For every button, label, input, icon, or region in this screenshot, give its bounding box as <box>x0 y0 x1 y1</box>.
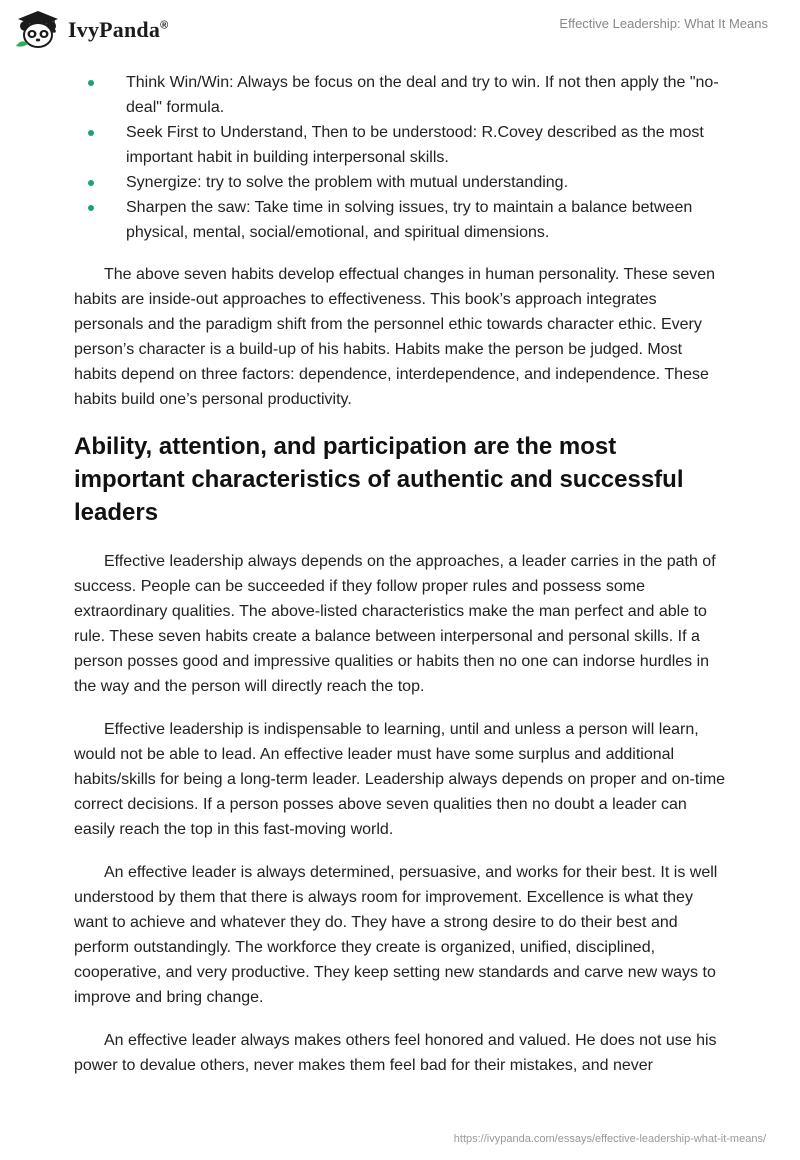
bullet-dot-icon <box>88 130 94 136</box>
list-item: Sharpen the saw: Take time in solving issues, try to maintain a balance between physical, mental, social/emotional, and spiritual dimensions. <box>74 195 726 245</box>
site-logo[interactable] <box>14 10 168 50</box>
paragraph: Effective leadership is indispensable to learning, until and unless a person will learn, would not be able to lead. An effective leader must have some surplus and additional habits/skills for being a long-term leader. Leadership always depends on proper and on-time correct decisions. If a person posses above seven qualities then no doubt a leader can easily reach the top in this fast-moving world. <box>74 721 726 838</box>
paragraph: An effective leader is always determined, persuasive, and works for their best. It is well understood by them that there is always room for improvement. Excellence is what they want to achieve and whatever they do. They have a strong desire to do their best and perform outstandingly. The workforce they create is organized, unified, disciplined, cooperative, and very productive. They keep setting new standards and carve new ways to improve and bring change. <box>74 864 718 1006</box>
document-title: Effective Leadership: What It Means <box>559 16 768 31</box>
source-url[interactable]: https://ivypanda.com/essays/effective-leadership-what-it-means/ <box>453 1133 766 1145</box>
list-item: Think Win/Win: Always be focus on the deal and try to win. If not then apply the "no-deal" formula. <box>74 70 726 120</box>
bullet-dot-icon <box>88 180 94 186</box>
paragraph: The above seven habits develop effectual changes in human personality. These seven habits are inside-out approaches to effectiveness. This book’s approach integrates personals and the paradigm shift from the personnel ethic towards character ethic. Every person’s character is a build-up of his habits. Habits make the person be judged. Most habits depend on three factors: dependence, interdependence, and independence. These habits build one’s personal productivity. <box>74 266 716 408</box>
paragraph: An effective leader always makes others feel honored and valued. He does not use his power to devalue others, never makes them feel bad for their mistakes, and never <box>74 1032 717 1074</box>
bullet-dot-icon <box>88 80 94 86</box>
paragraph: Effective leadership always depends on the approaches, a leader carries in the path of success. People can be succeeded if they follow proper rules and possess some extraordinary qualities. The above-listed characteristics make the man perfect and able to rule. These seven habits create a balance between interpersonal and personal skills. If a person posses good and impressive qualities or habits then no one can indorse hurdles in the way and the person will directly reach the top. <box>74 553 716 695</box>
list-item: Seek First to Understand, Then to be understood: R.Covey described as the most important habit in building interpersonal skills. <box>74 120 726 170</box>
logo-text: IvyPanda® <box>68 17 169 42</box>
page-header <box>0 0 800 60</box>
list-item: Synergize: try to solve the problem with mutual understanding. <box>74 170 726 195</box>
panda-logo-icon <box>14 10 62 50</box>
bullet-dot-icon <box>88 205 94 211</box>
habit-list <box>74 70 726 245</box>
section-heading: Ability, attention, and participation are the most important characteristics of authentic and successful leaders <box>74 433 684 526</box>
article-body <box>74 70 726 1078</box>
